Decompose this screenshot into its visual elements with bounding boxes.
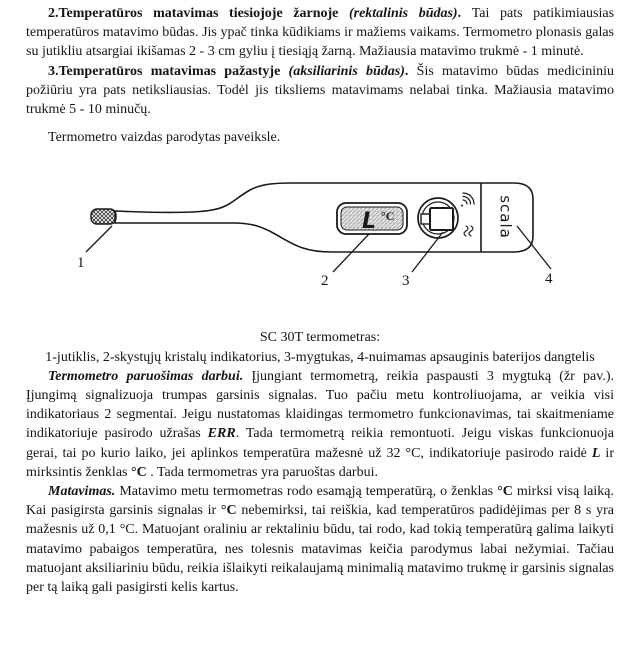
power-button-tab <box>421 214 430 224</box>
part-label-cover: 4 <box>545 271 553 288</box>
paragraph-rectal-method: 2.Temperatūros matavimas tiesiojoje žarnoje (rektalinis būdas). Tai pats patikimiausias temperatūros matavimo būdas. Jis ypač tinka kūdikiams ir mažiems vaikams. Termometro plonasis galas su jutikliu atsargiai ikišamas 2 - 3 cm gyliu į tiesiąją žarną. Mažiausia matavimo trukmė - 1 minutė. <box>26 6 615 60</box>
thermometer-figure <box>0 170 642 292</box>
lcd-letter-l: L <box>362 209 377 235</box>
part-label-sensor: 1 <box>77 255 85 272</box>
part-label-button: 3 <box>402 273 410 290</box>
paragraph-preparation: Termometro paruošimas darbui. Įjungiant termometrą, reikia paspausti 3 mygtuką (žr pav.). Įjungimą signalizuoja trumpas garsinis signalas. Tuo pačiu metu kontroliuojama, ar veikia visi indikatoriaus 2 segmentai. Jeigu nustatomas klaidingas termometro funkcionavimas, tai skaitmeniame indikatoriuje pasirodo užrašas ERR. Tada termometrą reikia remontuoti. Jeigu viskas funkcionuoja gerai, tai po kurio laiko, jei aplinkos temperatūra mažesnė už 32 °C, indikatoriuje pasirodo raidė L ir mirksintis ženklas °C . Tada termometras yra paruoštas darbui. <box>26 368 615 480</box>
paragraph-axillary-method: 3.Temperatūros matavimas pažastyje (aksiliarinis būdas). Šis matavimo būdas medicininiu požiūriu yra pats netiksliausias. Todėl jis tiksliems matavimams nelabai tinka. Mažiausia matavimo trukmė 5 - 10 minučų. <box>26 63 615 118</box>
paragraph-measurement: Matavimas. Matavimo metu termometras rodo esamąją temperatūrą, o ženklas °C mirksi visą laiką. Kai pasigirsta garsinis signalas ir °C nebemirksi, tai reiškia, kad temperatūros padidėjimas per 8 s yra mažesnis už 0,1 °C. Matuojant oraliniu ar rektaliniu būdu, tai rodo, kad tokią temperatūrą galima laikyti matavimo pabaigos temperatūra, nes tolesnis matavimas keičia parodymus labai nežymiai. Tačiau matuojant aksiliariniu būdu, reikia išlaikyti reikalaujamą minimalią matavimo trukmę ir garsinis signalas per tą laiką gali pasigirsti kelis kartus. <box>26 484 614 596</box>
figure-caption-title: SC 30T termometras: <box>259 330 381 346</box>
lcd-degree-unit: °C <box>381 209 395 224</box>
sensor-tip <box>91 209 116 224</box>
figure-intro-text: Termometro vaizdas parodytas paveiksle. <box>48 130 281 146</box>
figure-caption <box>26 328 614 366</box>
power-button-square <box>430 208 453 230</box>
brand-text: scala <box>496 195 515 240</box>
part-label-display: 2 <box>321 273 329 290</box>
thermometer-body <box>115 183 533 252</box>
figure-caption-legend: 1-jutiklis, 2-skystųjų kristalų indikatorius, 3-mygtukas, 4-nuimamas apsauginis baterijos dangtelis <box>45 349 595 365</box>
